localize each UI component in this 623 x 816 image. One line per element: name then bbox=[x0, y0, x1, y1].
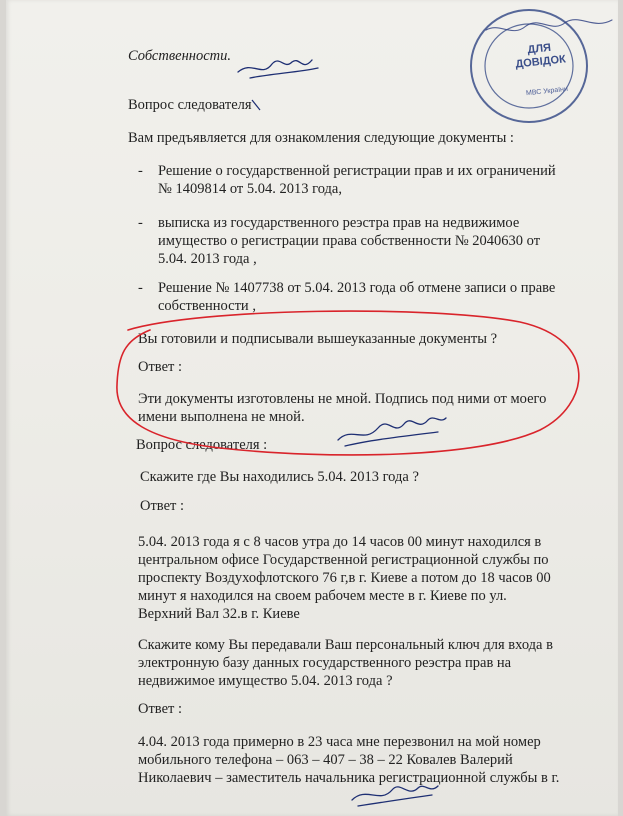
document-heading: Собственности. bbox=[128, 48, 231, 64]
answer-line: мобильного телефона – 063 – 407 – 38 – 22 Ковалев Валерий bbox=[138, 752, 513, 768]
question-line: недвижимое имущество 5.04. 2013 года ? bbox=[138, 673, 393, 689]
question-line: электронную базу данных государственного реэстра прав на bbox=[138, 655, 512, 671]
answer-line: имени выполнена не мной. bbox=[138, 409, 305, 425]
list-bullet: - bbox=[138, 215, 143, 231]
answer-line: проспекту Воздухофлотского 76 г,в г. Киеве а потом до 18 часов 00 bbox=[138, 570, 551, 586]
answer-label-4: Ответ : bbox=[138, 701, 182, 717]
signature-mark bbox=[238, 60, 318, 78]
red-circle-annotation bbox=[117, 311, 579, 455]
answer-line: центральном офисе Государственной регистрационной службы по bbox=[138, 552, 549, 568]
stamp-bottom-label: МВС України bbox=[525, 85, 569, 98]
question-line: Скажите кому Вы передавали Ваш персональный ключ для входа в bbox=[138, 637, 553, 653]
answer-line: Верхний Вал 32.в г. Киеве bbox=[138, 606, 300, 622]
question-text-2: Вы готовили и подписывали вышеуказанные документы ? bbox=[138, 331, 498, 347]
question-text-1: Вам предъявляется для ознакомления следующие документы : bbox=[128, 130, 514, 146]
list-item-line: имущество о регистрации права собственности № 2040630 от bbox=[158, 233, 541, 249]
list-item-line: выписка из государственного реэстра прав на недвижимое bbox=[158, 215, 520, 231]
answer-label-2: Ответ : bbox=[138, 359, 182, 375]
list-item-line: собственности , bbox=[158, 298, 256, 314]
list-bullet: - bbox=[138, 280, 143, 296]
stamp-label: ДЛЯ ДОВІДОК bbox=[514, 41, 567, 71]
answer-line: минут я находился на своем рабочем месте в г. Киеве по ул. bbox=[138, 588, 507, 604]
question-label-3: Вопрос следователя : bbox=[136, 437, 268, 453]
list-item-line: Решение о государственной регистрации прав и их ограничений bbox=[158, 163, 556, 179]
list-item-line: Решение № 1407738 от 5.04. 2013 года об отмене записи о праве bbox=[158, 280, 556, 296]
signature-mark bbox=[338, 418, 446, 446]
answer-label-3: Ответ : bbox=[140, 498, 184, 514]
answer-line: 4.04. 2013 года примерно в 23 часа мне перезвонил на мой номер bbox=[138, 734, 541, 750]
signature-mark bbox=[486, 20, 612, 31]
answer-line: Николаевич – заместитель начальника регистрационной службы в г. bbox=[138, 770, 560, 786]
answer-line: 5.04. 2013 года я с 8 часов утра до 14 часов 00 минут находился в bbox=[138, 534, 542, 550]
list-item-line: 5.04. 2013 года , bbox=[158, 251, 257, 267]
question-label-1: Вопрос следователя bbox=[128, 97, 252, 113]
signature-mark bbox=[352, 786, 438, 806]
list-bullet: - bbox=[138, 163, 143, 179]
question-text-3: Скажите где Вы находились 5.04. 2013 года ? bbox=[140, 469, 419, 485]
signature-mark bbox=[252, 100, 260, 110]
list-item-line: № 1409814 от 5.04. 2013 года, bbox=[158, 181, 342, 197]
answer-line: Эти документы изготовлены не мной. Подпись под ними от моего bbox=[138, 391, 547, 407]
